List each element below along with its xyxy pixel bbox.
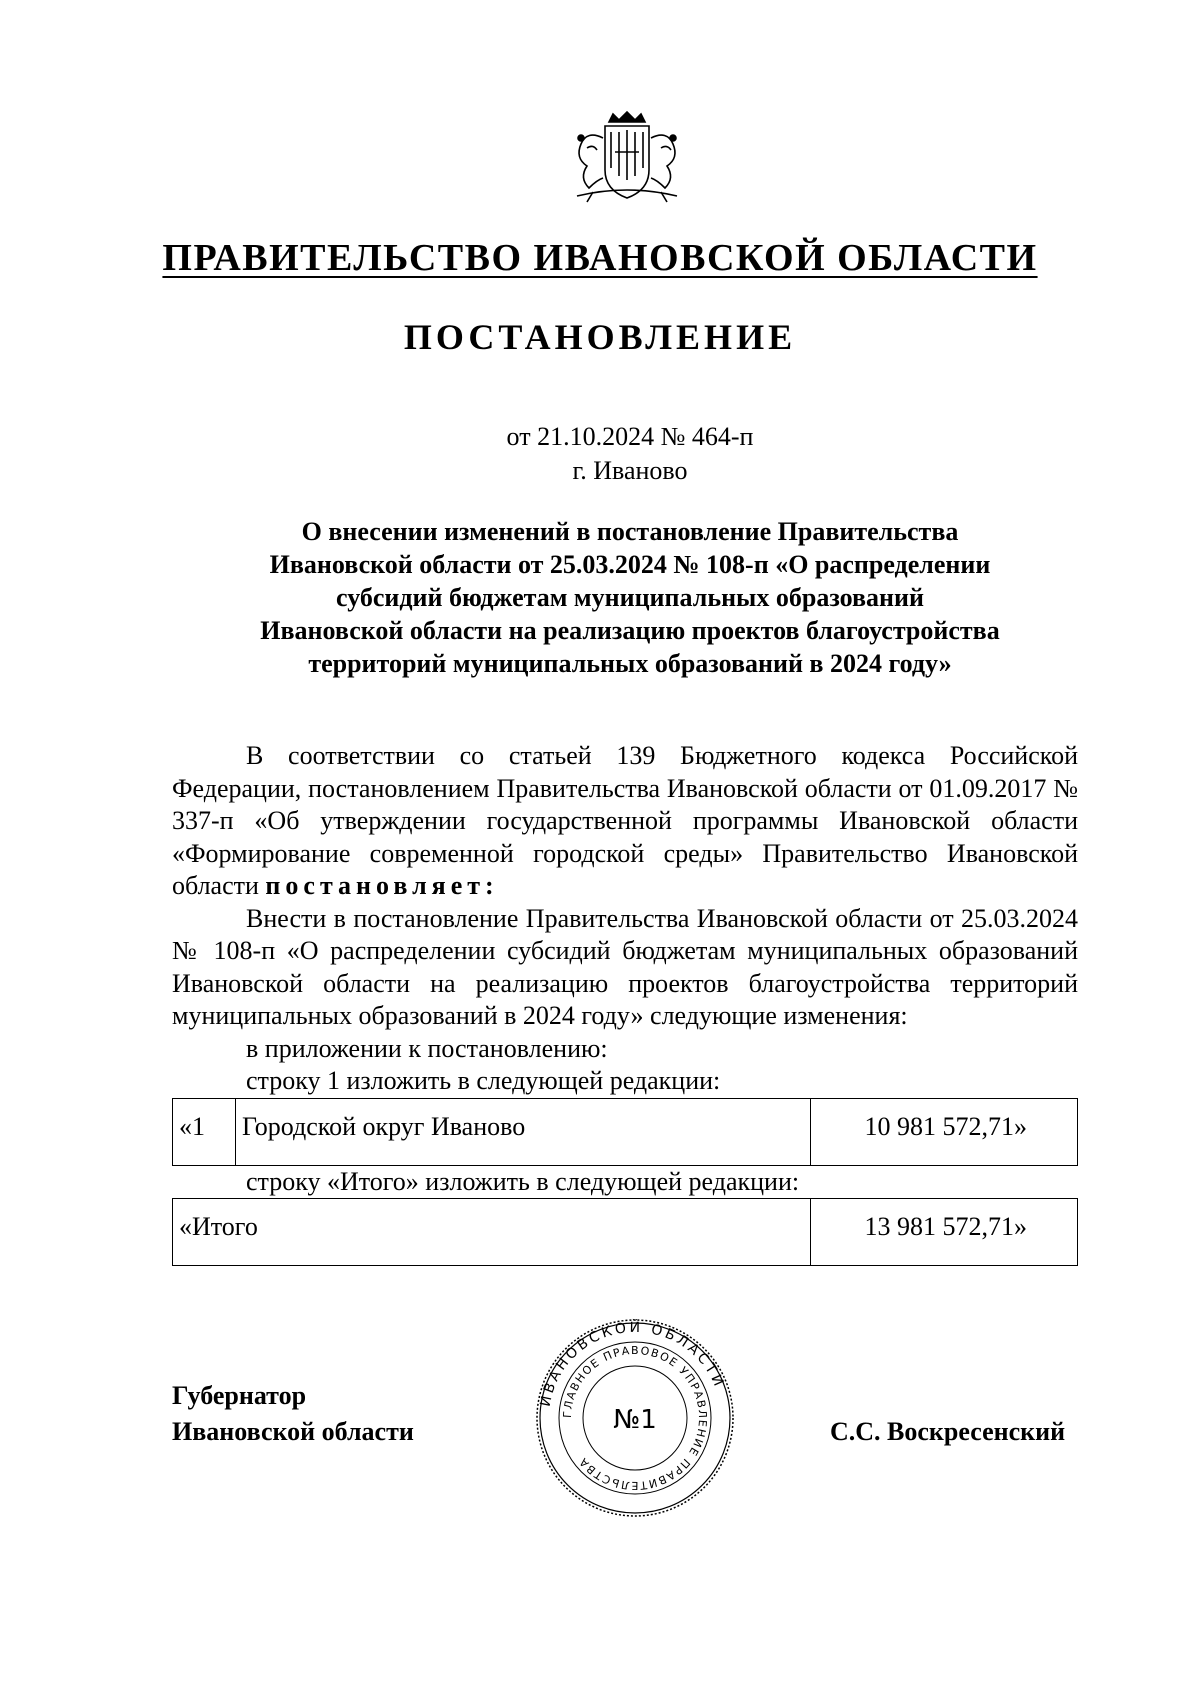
row1-table xyxy=(172,1098,1078,1166)
coat-of-arms-emblem xyxy=(557,108,697,204)
document-subject xyxy=(130,515,1130,680)
total-name-cell: «Итого xyxy=(173,1199,811,1266)
position-line: Губернатор xyxy=(172,1381,307,1410)
stamp-outer-text: ИВАНОВСКОЙ ОБЛАСТИ xyxy=(537,1319,728,1409)
subject-line: О внесении изменений в постановление Правительства xyxy=(301,517,959,546)
city: г. Иваново xyxy=(572,456,688,485)
document-type-title: ПОСТАНОВЛЕНИЕ xyxy=(403,317,797,357)
document-body xyxy=(172,740,1078,1266)
date-number-block xyxy=(0,420,1200,488)
subject-line: территорий муниципальных образований в 2024 году» xyxy=(308,649,952,678)
row-amount-cell: 10 981 572,71» xyxy=(811,1098,1078,1165)
table-row xyxy=(173,1098,1078,1165)
row1-intro-line: строку 1 изложить в следующей редакции: xyxy=(246,1066,721,1095)
preamble-text: В соответствии со статьей 139 Бюджетного кодекса Российской Федерации, постановлением Правительства Ивановской области от 01.09.2017 № 337-п «Об утверждении государственной программы Ивановской области «Формирование современной городской среды» Правительство Ивановской области xyxy=(172,741,1078,900)
organization-title: ПРАВИТЕЛЬСТВО ИВАНОВСКОЙ ОБЛАСТИ xyxy=(162,237,1038,279)
stamp-center-text: №1 xyxy=(613,1405,657,1435)
date-number: от 21.10.2024 № 464-п xyxy=(506,422,754,451)
resolves-word: постановляет: xyxy=(265,871,499,900)
row-name-cell: Городской округ Иваново xyxy=(236,1098,811,1165)
position-line: Ивановской области xyxy=(172,1417,414,1446)
total-intro-line: строку «Итого» изложить в следующей редакции: xyxy=(246,1166,800,1196)
table-row xyxy=(173,1199,1078,1266)
signatory-name: С.С. Воскресенский xyxy=(830,1417,1066,1446)
stamp-middle-text: ГЛАВНОЕ ПРАВОВОЕ УПРАВЛЕНИЕ ПРАВИТЕЛЬСТВА xyxy=(560,1343,710,1493)
signatory-position xyxy=(172,1378,414,1450)
official-stamp xyxy=(533,1316,737,1520)
amend-intro-paragraph: Внести в постановление Правительства Ивановской области от 25.03.2024 № 108-п «О распределении субсидий бюджетам муниципальных образований Ивановской области на реализацию проектов благоустройства территорий муниципальных образований в 2024 году» следующие изменения: xyxy=(172,903,1078,1030)
total-amount-cell: 13 981 572,71» xyxy=(811,1199,1078,1266)
appendix-line: в приложении к постановлению: xyxy=(246,1033,608,1063)
row-number-cell: «1 xyxy=(173,1098,236,1165)
subject-line: Ивановской области на реализацию проектов благоустройства xyxy=(260,616,1000,645)
total-table xyxy=(172,1198,1078,1266)
preamble-paragraph xyxy=(172,740,1078,903)
subject-line: субсидий бюджетам муниципальных образований xyxy=(336,583,924,612)
subject-line: Ивановской области от 25.03.2024 № 108-п «О распределении xyxy=(269,550,991,579)
